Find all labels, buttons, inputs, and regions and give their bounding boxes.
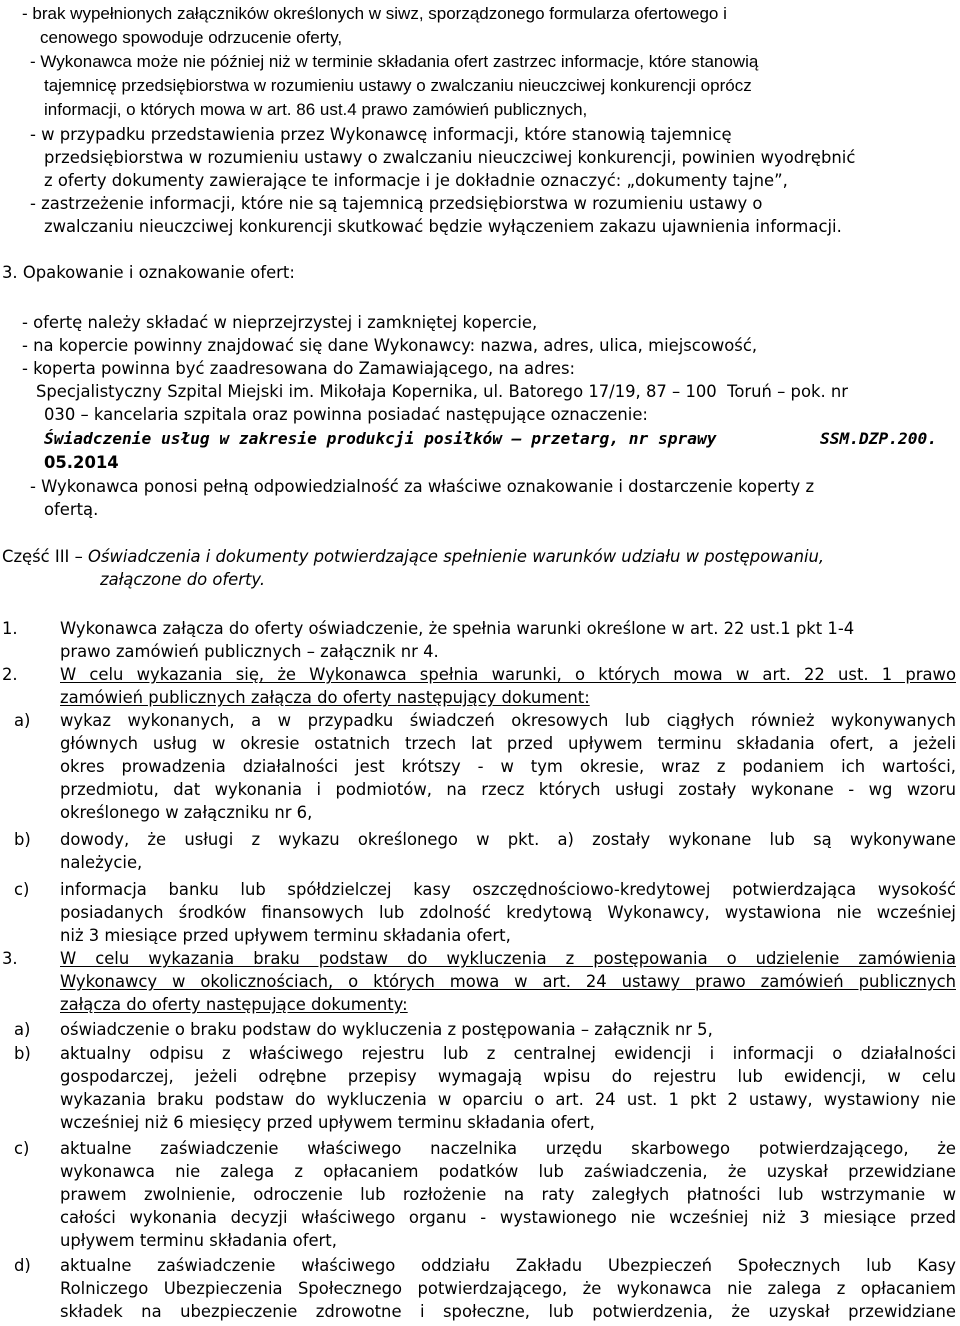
- intro-line-10: zwalczaniu nieuczciwej konkurencji skutkować będzie wyłączeniem zakazu ujawnienia informacji.: [44, 217, 842, 236]
- item-3b-label: b): [14, 1044, 31, 1063]
- item-2c-line-1: informacja banku lub spółdzielczej kasy oszczędnościowo-kredytowej potwierdzająca wysokość: [60, 880, 956, 899]
- item-2-line-1: W celu wykazania się, że Wykonawca spełnia warunki, o których mowa w art. 22 ust. 1 prawo: [60, 665, 956, 684]
- item-2-number: 2.: [2, 665, 18, 684]
- item-3c-label: c): [14, 1139, 30, 1158]
- intro-line-8: z oferty dokumenty zawierające te informacje i je dokładnie oznaczyć: „dokumenty tajne”,: [44, 171, 788, 190]
- item-2a-label: a): [14, 711, 31, 730]
- item-3d-line-2: Rolniczego Ubezpieczenia Społecznego potwierdzającego, że wykonawca nie zalega z opłacaniem: [60, 1279, 956, 1298]
- section-heading: 3. Opakowanie i oznakowanie ofert:: [2, 263, 295, 282]
- item-2c-line-3: niż 3 miesiące przed upływem terminu składania ofert,: [60, 926, 511, 945]
- item-2c-line-2: posiadanych środków finansowych lub zdolność kredytową Wykonawcy, wystawiona nie wcześniej: [60, 903, 956, 922]
- intro-line-2: cenowego spowoduje odrzucenie oferty,: [40, 28, 343, 47]
- item-2-line-2: zamówień publicznych załącza do oferty następujący dokument:: [60, 688, 590, 707]
- section-line-1: - ofertę należy składać w nieprzejrzystej i zamkniętej kopercie,: [22, 313, 538, 332]
- section-line-2: - na kopercie powinny znajdować się dane Wykonawcy: nazwa, adres, ulica, miejscowość,: [22, 336, 758, 355]
- item-2c-label: c): [14, 880, 30, 899]
- item-3d-label: d): [14, 1256, 31, 1275]
- intro-line-7: przedsiębiorstwa w rozumieniu ustawy o zwalczaniu nieuczciwej konkurencji, powinien wyodrębnić: [44, 148, 856, 167]
- item-3b-line-2: gospodarczej, jeżeli odrębne przepisy wymagają wpisu do rejestru lub ewidencji, w celu: [60, 1067, 956, 1086]
- item-3-line-1: W celu wykazania braku podstaw do wykluczenia z postępowania o udzielenie zamówienia: [60, 949, 956, 968]
- intro-line-4: tajemnicę przedsiębiorstwa w rozumieniu ustawy o zwalczaniu nieuczciwej konkurencji oprócz: [44, 76, 752, 95]
- item-3c-line-5: upływem terminu składania ofert,: [60, 1231, 337, 1250]
- item-2b-label: b): [14, 830, 31, 849]
- section-line-5: 030 – kancelaria szpitala oraz powinna posiadać następujące oznaczenie:: [44, 405, 648, 424]
- item-3c-line-3: prawem zwolnienie, odroczenie lub rozłożenie na raty zaległych płatności lub wstrzymanie w: [60, 1185, 956, 1204]
- item-3a-label: a): [14, 1020, 31, 1039]
- item-1-line-1: Wykonawca załącza do oferty oświadczenie, że spełnia warunki określone w art. 22 ust.1 pkt 1-4: [60, 619, 855, 638]
- item-2a-line-3: okres prowadzenia działalności jest krótszy - w tym okresie, wraz z podaniem ich wartości,: [60, 757, 956, 776]
- case-marking: Świadczenie usług w zakresie produkcji posiłków – przetarg, nr sprawy: [44, 429, 717, 448]
- item-2a-line-4: przedmiotu, dat wykonania i podmiotów, na rzecz których usługi zostały wykonane - wg wzoru: [60, 780, 956, 799]
- item-3b-line-1: aktualny odpisu z właściwego rejestru lub z centralnej ewidencji i informacji o działalności: [60, 1044, 956, 1063]
- part-prefix: Część III –: [2, 547, 89, 566]
- item-2a-line-1: wykaz wykonanych, a w przypadku świadczeń okresowych lub ciągłych również wykonywanych: [60, 711, 956, 730]
- item-3d-line-1: aktualne zaświadczenie właściwego oddziału Zakładu Ubezpieczeń Społecznych lub Kasy: [60, 1256, 956, 1275]
- item-3b-line-4: wcześniej niż 6 miesięcy przed upływem terminu składania ofert,: [60, 1113, 595, 1132]
- part-heading: [2, 546, 824, 568]
- section-line-3: - koperta powinna być zaadresowana do Zamawiającego, na adres:: [22, 359, 576, 378]
- part-title-1: Oświadczenia i dokumenty potwierdzające spełnienie warunków udziału w postępowaniu,: [88, 547, 825, 566]
- section-address-line: Specjalistyczny Szpital Miejski im. Mikołaja Kopernika, ul. Batorego 17/19, 87 – 100 Toruń – pok. nr: [36, 382, 849, 401]
- intro-line-3: - Wykonawca może nie później niż w terminie składania ofert zastrzec informacje, które stanowią: [30, 52, 759, 71]
- case-number-cont: 05.2014: [44, 453, 119, 472]
- item-3c-line-2: wykonawca nie zalega z opłacaniem podatków lub zaświadczenia, że uzyskał przewidziane: [60, 1162, 956, 1181]
- section-line-9: ofertą.: [44, 500, 99, 519]
- item-3c-line-1: aktualne zaświadczenie właściwego naczelnika urzędu skarbowego potwierdzającego, że: [60, 1139, 956, 1158]
- item-3a-line-1: oświadczenie o braku podstaw do wykluczenia z postępowania – załącznik nr 5,: [60, 1020, 713, 1039]
- item-2a-line-5: określonego w załączniku nr 6,: [60, 803, 313, 822]
- item-3b-line-3: wykazania braku podstaw do wykluczenia w oparciu o art. 24 ust. 1 pkt 2 ustawy, wystawiony nie: [60, 1090, 956, 1109]
- part-title-2: załączone do oferty.: [100, 570, 266, 589]
- item-3-number: 3.: [2, 949, 18, 968]
- item-3-line-3: załącza do oferty następujące dokumenty:: [60, 995, 408, 1014]
- intro-line-9: - zastrzeżenie informacji, które nie są tajemnicą przedsiębiorstwa w rozumieniu ustawy o: [30, 194, 763, 213]
- intro-line-6: - w przypadku przedstawienia przez Wykonawcę informacji, które stanowią tajemnicę: [30, 125, 732, 144]
- item-1-number: 1.: [2, 619, 18, 638]
- item-2b-line-1: dowody, że usługi z wykazu określonego w pkt. a) zostały wykonane lub są wykonywane: [60, 830, 956, 849]
- item-3d-line-3: składek na ubezpieczenie zdrowotne i społeczne, lub potwierdzenia, że uzyskał przewidziane: [60, 1302, 956, 1321]
- intro-line-5: informacji, o których mowa w art. 86 ust.4 prawo zamówień publicznych,: [44, 100, 588, 119]
- item-1-line-2: prawo zamówień publicznych – załącznik nr 4.: [60, 642, 439, 661]
- item-3c-line-4: całości wykonania decyzji właściwego organu - wystawionego nie wcześniej niż 3 miesiące przed: [60, 1208, 956, 1227]
- section-line-8: - Wykonawca ponosi pełną odpowiedzialność za właściwe oznakowanie i dostarczenie koperty z: [30, 477, 815, 496]
- item-2b-line-2: należycie,: [60, 853, 143, 872]
- item-3-line-2: Wykonawcy w okolicznościach, o których mowa w art. 24 ustawy prawo zamówień publicznych: [60, 972, 956, 991]
- case-number: SSM.DZP.200.: [820, 429, 937, 448]
- item-2a-line-2: głównych usług w okresie ostatnich trzech lat przed upływem terminu składania ofert, a jeżeli: [60, 734, 956, 753]
- intro-line-1: - brak wypełnionych załączników określonych w siwz, sporządzonego formularza ofertowego i: [22, 4, 727, 23]
